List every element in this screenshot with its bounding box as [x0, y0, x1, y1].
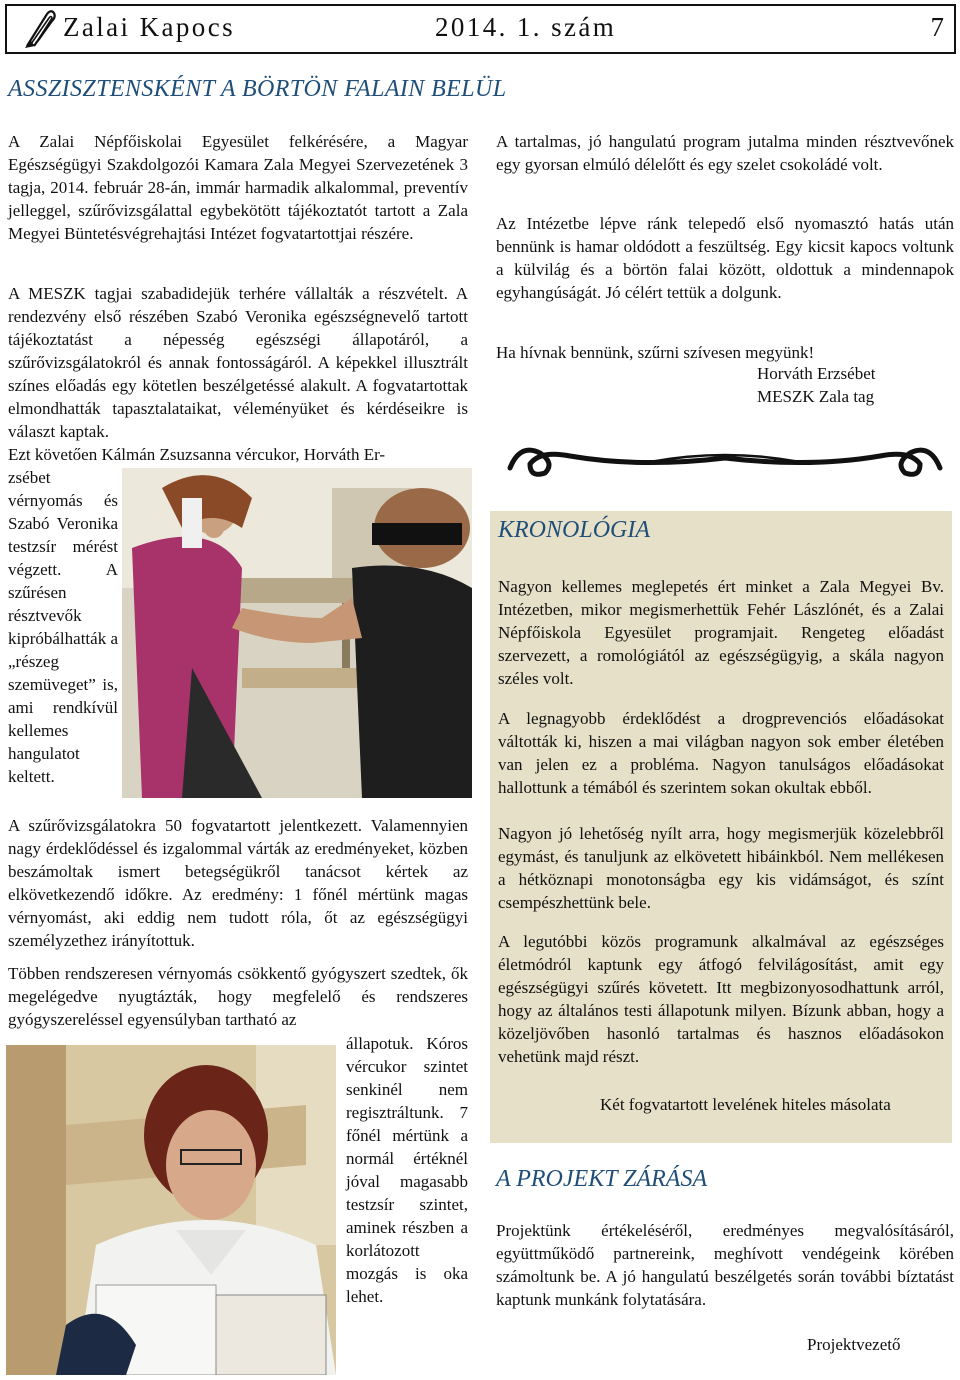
nurse-photo [6, 1045, 336, 1375]
article-paragraph-r1: A tartalmas, jó hangulatú program jutalma minden résztvevőnek egy gyorsan elmúló délelőtt és egy szelet csokoládé volt. [496, 132, 954, 174]
kronologia-source: Két fogvatartott levelének hiteles másolata [600, 1095, 891, 1114]
closing-paragraph: Projektünk értékeléséről, eredményes megvalósításáról, együttműködő partnereink, meghívott vendégeink körében számoltunk be. A jó hangulatú beszélgetés során további bíztatást kaptunk munkánk folytatására. [496, 1221, 954, 1309]
article-paragraph-1: A Zalai Népfőiskolai Egyesület felkérésére, a Magyar Egészségügyi Szakdolgozói Kamara Zala Megyei Szervezetének 3 tagja, 2014. február 28-án, immár harmadik alkalommal, preventív jelleggel, szűrővizsgálattal egybekötött tájékoztatót tartott a Zala Megyei Büntetésvégrehajtási Intézet fogvatartottjai részére. [8, 132, 468, 243]
masthead-title: Zalai Kapocs [63, 12, 235, 42]
kronologia-box [490, 511, 952, 1143]
kronologia-paragraph-3: Nagyon jó lehetőség nyílt arra, hogy megismerjük közelebbről egymást, és tanuljunk az elkövetett hibáinkból. Nem mellékesen a hétköznapi monotonságba egy kis vidámságot, és színt csempészhettünk bele. [498, 824, 944, 912]
issue-number: 2014. 1. szám [435, 12, 617, 42]
kronologia-title: KRONOLÓGIA [498, 517, 651, 543]
article-paragraph-4: A szűrővizsgálatokra 50 fogvatartott jelentkezett. Valamennyien nagy érdeklődéssel és izgalommal várták az eredményeket, közben beszámoltak ismert betegségükről tanácsot kértek az elkövetkezendő időkre. Az eredmény: 1 főnél mértünk magas vérnyomást, aki eddig nem tudott róla, őt az egészségügyi személyzethez irányítottuk. [8, 816, 468, 950]
masthead [5, 4, 956, 54]
handshake-photo [122, 468, 472, 798]
closing-signature: Projektvezető [807, 1335, 901, 1354]
author-organization: MESZK Zala tag [757, 387, 875, 406]
article-paragraph-3-line: Ezt követően Kálmán Zsuzsanna vércukor, Horváth Er- [8, 445, 386, 464]
closing-title: A PROJEKT ZÁRÁSA [496, 1166, 708, 1192]
article-paragraph-3-side: zsébet vérnyomás és Szabó Veronika testzsír mérést végzett. A szűrésen résztvevők kipróbálhatták a „részeg szemüveget” is, ami rendkívül kellemes hangulatot keltett. [8, 468, 118, 786]
ornamental-divider [500, 428, 950, 488]
article-paragraph-5-side: állapotuk. Kóros vércukor szintet senkinél nem regisztráltunk. 7 főnél mértünk a normál értéknél jóval magasabb testzsír szintet, aminek részben a korlátozott mozgás is oka lehet. [346, 1034, 468, 1306]
article-paragraph-2: A MESZK tagjai szabadidejük terhére vállalták a részvételt. A rendezvény első részében Szabó Veronika egészségnevelő tartott tájékoztatást a népesség egészségi állapotáról, a szűrővizsgálatokról és annak fontosságáról. A képekkel illusztrált színes előadás egy kötetlen beszélgetéssé alakult. A fogvatartottak elmondhatták tapasztalataikat, véleményüket és kérdéseikre is választ kaptak. [8, 284, 468, 441]
paperclip-pen-icon [21, 10, 57, 50]
article-paragraph-r3: Ha hívnak bennünk, szűrni szívesen megyünk! [496, 343, 815, 362]
kronologia-paragraph-1: Nagyon kellemes meglepetés ért minket a Zala Megyei Bv. Intézetben, mikor megismerhettük Fehér Lászlónét, és a Zalai Népfőiskola Egyesület programjait. Rengeteg előadást szervezett, a romológiától az egészségügyig, a skála nagyon széles volt. [498, 577, 944, 688]
page-number: 7 [930, 12, 944, 42]
kronologia-paragraph-2: A legnagyobb érdeklődést a drogprevenciós előadásokat váltották ki, hiszen a mai világban nagyon sok ember életében van jelen ez a probléma. Nagyon tanulságos előadásokat hallottunk a témából és szerintem sokan okultak ebből. [498, 709, 944, 797]
article-paragraph-5: Többen rendszeresen vérnyomás csökkentő gyógyszert szedtek, ők megelégedve nyugtázták, hogy megfelelő és rendszeres gyógyszereléssel egyensúlyban tartható az [8, 964, 468, 1029]
author-name: Horváth Erzsébet [757, 364, 876, 383]
kronologia-paragraph-4: A legutóbbi közös programunk alkalmával az egészséges életmódról kaptunk egy átfogó felvilágosítást, amit egy egészségügyi szűrés követett. Itt megbizonyosodhattunk arról, hogy az általános testi állapotunk milyen. Bízunk abban, hogy a közeljövőben hasonló tartalmas és hasznos előadásokon vehetünk majd részt. [498, 932, 944, 1066]
article-headline: ASSZISZTENSKÉNT A BÖRTÖN FALAIN BELÜL [8, 76, 507, 102]
article-paragraph-r2: Az Intézetbe lépve ránk telepedő első nyomasztó hatás után bennünk is hamar oldódott a feszültség. Egy kicsit kapocs voltunk a külvilág és a börtön falai között, oldottuk a mindennapok egyhangúságát. Jó célért tettük a dolgunk. [496, 214, 954, 302]
